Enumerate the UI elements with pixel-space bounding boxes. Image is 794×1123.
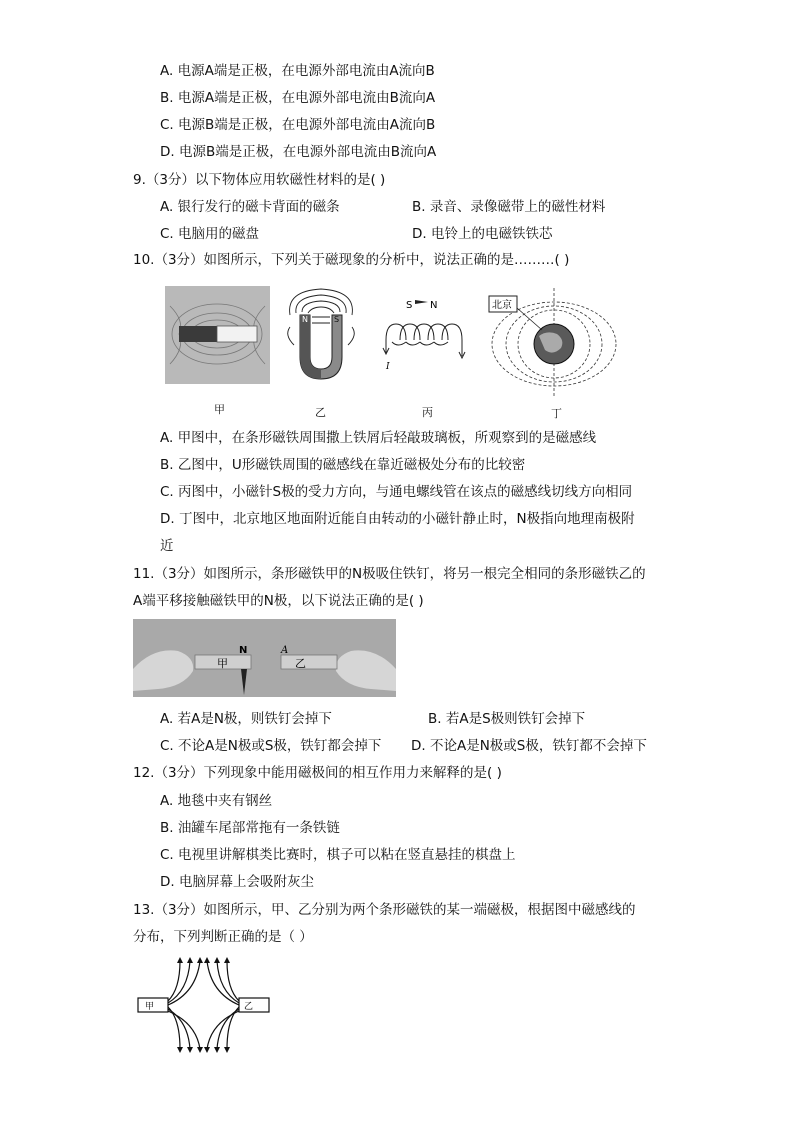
- q13-figure-yi-label: 乙: [244, 1002, 254, 1012]
- q11-option-b: B. 若A是S极则铁钉会掉下: [428, 711, 586, 727]
- q9-option-c: C. 电脑用的磁盘: [160, 226, 260, 242]
- q13-stem-line1: 13.（3分）如图所示，甲、乙分别为两个条形磁铁的某一端磁极，根据图中磁感线的: [133, 902, 636, 918]
- q9-stem: 9.（3分）以下物体应用软磁性材料的是( ): [133, 172, 386, 188]
- q9-option-d: D. 电铃上的电磁铁铁芯: [412, 226, 553, 242]
- q10-caption-yi: 乙: [315, 406, 326, 419]
- q10-option-c: C. 丙图中，小磁针S极的受力方向，与通电螺线管在该点的磁感线切线方向相同: [160, 484, 633, 500]
- q12-stem: 12.（3分）下列现象中能用磁极间的相互作用力来解释的是( ): [133, 765, 502, 781]
- q10-caption-jia: 甲: [214, 403, 225, 416]
- q9-option-a: A. 银行发行的磁卡背面的磁条: [160, 199, 340, 215]
- q11-stem-line1: 11.（3分）如图所示，条形磁铁甲的N极吸住铁钉，将另一根完全相同的条形磁铁乙的: [133, 566, 646, 582]
- q10-figure-ding: [487, 286, 622, 396]
- q11-stem-line2: A端平移接触磁铁甲的N极，以下说法正确的是( ): [133, 593, 424, 609]
- q12-option-a: A. 地毯中夹有钢丝: [160, 793, 273, 809]
- q8-option-a: A. 电源A端是正极，在电源外部电流由A流向B: [160, 63, 435, 79]
- q11-figure: [133, 619, 396, 697]
- q11-figure-a-label: A: [281, 645, 289, 656]
- q11-option-d: D. 不论A是N极或S极，铁钉都不会掉下: [411, 738, 647, 754]
- q12-option-c: C. 电视里讲解棋类比赛时，棋子可以粘在竖直悬挂的棋盘上: [160, 847, 516, 863]
- q10-option-d-line1: D. 丁图中，北京地区地面附近能自由转动的小磁针静止时，N极指向地理南极附: [160, 511, 635, 527]
- q10-figure-yi: [282, 287, 360, 385]
- q11-figure-jia-label: 甲: [217, 657, 228, 670]
- q9-option-b: B. 录音、录像磁带上的磁性材料: [412, 199, 606, 215]
- q10-option-a: A. 甲图中，在条形磁铁周围撒上铁屑后轻敲玻璃板，所观察到的是磁感线: [160, 430, 597, 446]
- q10-figure-jia: [165, 286, 270, 384]
- q11-figure-n-label: N: [239, 645, 248, 656]
- q8-option-c: C. 电源B端是正极，在电源外部电流由A流向B: [160, 117, 436, 133]
- q11-figure-yi-label: 乙: [295, 657, 306, 670]
- q8-option-d: D. 电源B端是正极，在电源外部电流由B流向A: [160, 144, 437, 160]
- q13-figure: [136, 955, 271, 1055]
- q11-option-c: C. 不论A是N极或S极，铁钉都会掉下: [160, 738, 382, 754]
- q10-stem: 10.（3分）如图所示，下列关于磁现象的分析中，说法正确的是………( ): [133, 252, 570, 268]
- q10-bing-n-label: N: [430, 300, 438, 311]
- q13-figure-jia-label: 甲: [145, 1002, 155, 1012]
- q10-ding-beijing-label: 北京: [492, 300, 512, 311]
- q11-option-a: A. 若A是N极，则铁钉会掉下: [160, 711, 332, 727]
- q10-caption-ding: 丁: [551, 407, 562, 420]
- q10-yi-s-label: S: [334, 315, 340, 324]
- q10-bing-s-label: S: [406, 300, 413, 311]
- q8-option-b: B. 电源A端是正极，在电源外部电流由B流向A: [160, 90, 436, 106]
- q12-option-b: B. 油罐车尾部常拖有一条铁链: [160, 820, 340, 836]
- q10-yi-n-label: N: [302, 315, 308, 324]
- q10-option-d-line2: 近: [160, 538, 174, 554]
- q10-option-b: B. 乙图中，U形磁铁周围的磁感线在靠近磁极处分布的比较密: [160, 457, 526, 473]
- q10-caption-bing: 丙: [422, 406, 433, 419]
- q10-bing-current-label: I: [386, 362, 390, 372]
- q13-stem-line2: 分布，下列判断正确的是（ ）: [133, 929, 313, 945]
- q10-figure-bing: [378, 292, 470, 374]
- q12-option-d: D. 电脑屏幕上会吸附灰尘: [160, 874, 314, 890]
